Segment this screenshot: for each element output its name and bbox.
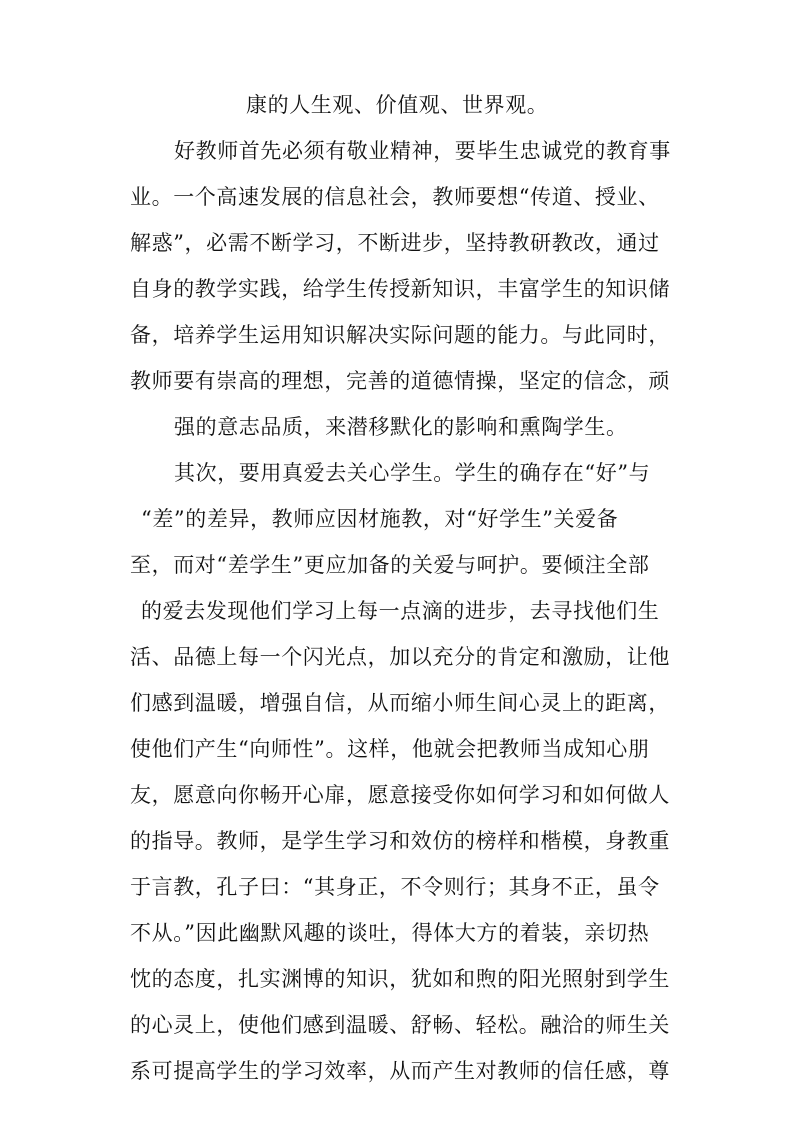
text-line: 解惑”，必需不断学习，不断进步，坚持教研教改，通过: [130, 231, 660, 255]
text-line: 友，愿意向你畅开心扉，愿意接受你如何学习和如何做人: [130, 783, 670, 807]
text-line: 自身的教学实践，给学生传授新知识，丰富学生的知识储: [130, 277, 670, 301]
text-line: 的爱去发现他们学习上每一点滴的进步，去寻找他们生: [141, 599, 660, 623]
text-line: 使他们产生“向师性”。这样，他就会把教师当成知心朋: [130, 737, 650, 761]
text-line: 至，而对“差学生”更应加备的关爱与呵护。要倾注全部: [130, 553, 650, 577]
text-line: “差”的差异，教师应因材施教，对“好学生”关爱备: [141, 507, 619, 531]
text-line: 康的人生观、价值观、世界观。: [246, 93, 549, 117]
text-line: 的指导。教师，是学生学习和效仿的榜样和楷模，身教重: [130, 829, 670, 853]
text-line: 其次，要用真爱去关心学生。学生的确存在“好”与: [174, 461, 651, 485]
text-line: 活、品德上每一个闪光点，加以充分的肯定和激励，让他: [130, 645, 670, 669]
text-line: 的心灵上，使他们感到温暖、舒畅、轻松。融洽的师生关: [130, 1013, 670, 1037]
text-line: 们感到温暖，增强自信，从而缩小师生间心灵上的距离，: [130, 691, 670, 715]
text-line: 忱的态度，扎实渊博的知识，犹如和煦的阳光照射到学生: [130, 967, 670, 991]
text-line: 强的意志品质，来潜移默化的影响和熏陶学生。: [174, 415, 628, 439]
text-line: 好教师首先必须有敬业精神，要毕生忠诚党的教育事: [174, 139, 671, 163]
text-line: 不从。”因此幽默风趣的谈吐，得体大方的着装，亲切热: [130, 921, 650, 945]
text-line: 系可提高学生的学习效率，从而产生对教师的信任感，尊: [130, 1059, 670, 1083]
text-line: 于言教，孔子曰：“其身正，不令则行；其身不正，虽令: [130, 875, 660, 899]
text-line: 业。一个高速发展的信息社会，教师要想“传道、授业、: [130, 185, 660, 209]
text-line: 备，培养学生运用知识解决实际问题的能力。与此同时，: [130, 323, 670, 347]
text-line: 教师要有崇高的理想，完善的道德情操，坚定的信念，顽: [130, 369, 670, 393]
